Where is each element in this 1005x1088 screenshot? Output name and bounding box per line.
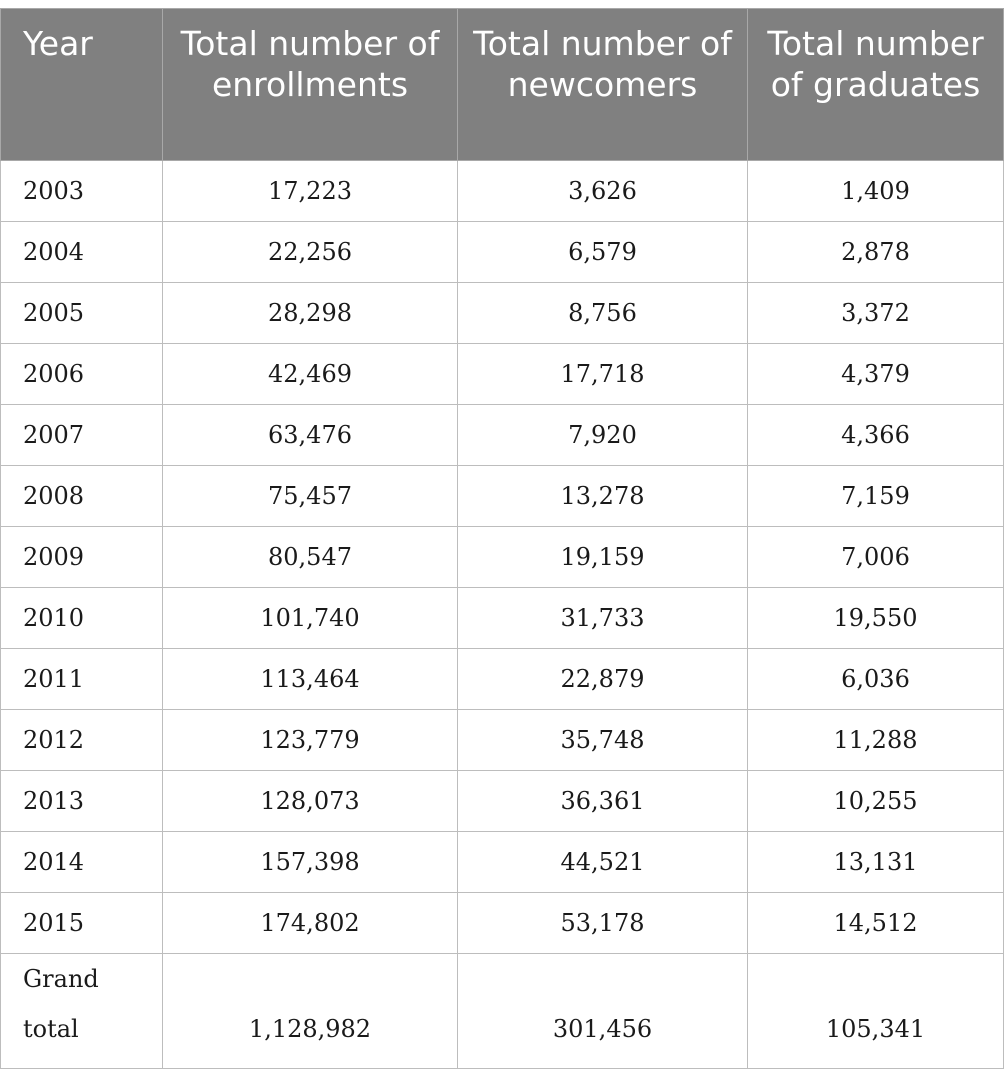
header-year: Year [1,9,163,161]
cell-enrollments: 28,298 [163,283,458,344]
cell-enrollments: 22,256 [163,222,458,283]
cell-year: 2005 [1,283,163,344]
table-row [1,222,1004,283]
header-graduates: Total number of graduates [748,9,1004,161]
table-row [1,161,1004,222]
cell-newcomers: 44,521 [458,832,748,893]
table-row [1,832,1004,893]
cell-graduates: 7,006 [748,527,1004,588]
cell-year: 2003 [1,161,163,222]
cell-year: 2007 [1,405,163,466]
cell-newcomers: 6,579 [458,222,748,283]
cell-newcomers: 22,879 [458,649,748,710]
total-enrollments: 1,128,982 [163,954,458,1069]
header-enrollments: Total number of enrollments [163,9,458,161]
cell-newcomers: 3,626 [458,161,748,222]
cell-graduates: 3,372 [748,283,1004,344]
header-row [1,9,1004,161]
cell-newcomers: 35,748 [458,710,748,771]
cell-graduates: 2,878 [748,222,1004,283]
cell-year: 2010 [1,588,163,649]
cell-year: 2009 [1,527,163,588]
table-row [1,893,1004,954]
table-row [1,466,1004,527]
table-row [1,527,1004,588]
table-row [1,649,1004,710]
cell-year: 2011 [1,649,163,710]
cell-enrollments: 123,779 [163,710,458,771]
cell-graduates: 19,550 [748,588,1004,649]
cell-newcomers: 36,361 [458,771,748,832]
enrollment-table [0,8,1004,1069]
header-newcomers: Total number of newcomers [458,9,748,161]
cell-newcomers: 8,756 [458,283,748,344]
cell-year: 2012 [1,710,163,771]
cell-enrollments: 42,469 [163,344,458,405]
cell-newcomers: 19,159 [458,527,748,588]
cell-newcomers: 7,920 [458,405,748,466]
cell-enrollments: 157,398 [163,832,458,893]
table-row [1,710,1004,771]
cell-graduates: 14,512 [748,893,1004,954]
grand-total-row [1,954,1004,1069]
cell-year: 2008 [1,466,163,527]
cell-enrollments: 63,476 [163,405,458,466]
total-graduates: 105,341 [748,954,1004,1069]
cell-enrollments: 80,547 [163,527,458,588]
cell-year: 2004 [1,222,163,283]
total-label: Grand total [1,954,163,1069]
cell-graduates: 13,131 [748,832,1004,893]
cell-graduates: 11,288 [748,710,1004,771]
table-row [1,283,1004,344]
cell-enrollments: 101,740 [163,588,458,649]
cell-newcomers: 31,733 [458,588,748,649]
cell-year: 2014 [1,832,163,893]
cell-year: 2006 [1,344,163,405]
cell-enrollments: 128,073 [163,771,458,832]
cell-enrollments: 17,223 [163,161,458,222]
cell-graduates: 6,036 [748,649,1004,710]
table-row [1,344,1004,405]
total-newcomers: 301,456 [458,954,748,1069]
cell-year: 2015 [1,893,163,954]
cell-newcomers: 53,178 [458,893,748,954]
table-row [1,405,1004,466]
cell-enrollments: 174,802 [163,893,458,954]
cell-newcomers: 17,718 [458,344,748,405]
cell-enrollments: 75,457 [163,466,458,527]
cell-graduates: 10,255 [748,771,1004,832]
table-row [1,588,1004,649]
cell-graduates: 4,366 [748,405,1004,466]
cell-enrollments: 113,464 [163,649,458,710]
cell-graduates: 4,379 [748,344,1004,405]
cell-graduates: 1,409 [748,161,1004,222]
cell-graduates: 7,159 [748,466,1004,527]
cell-year: 2013 [1,771,163,832]
cell-newcomers: 13,278 [458,466,748,527]
table-row [1,771,1004,832]
